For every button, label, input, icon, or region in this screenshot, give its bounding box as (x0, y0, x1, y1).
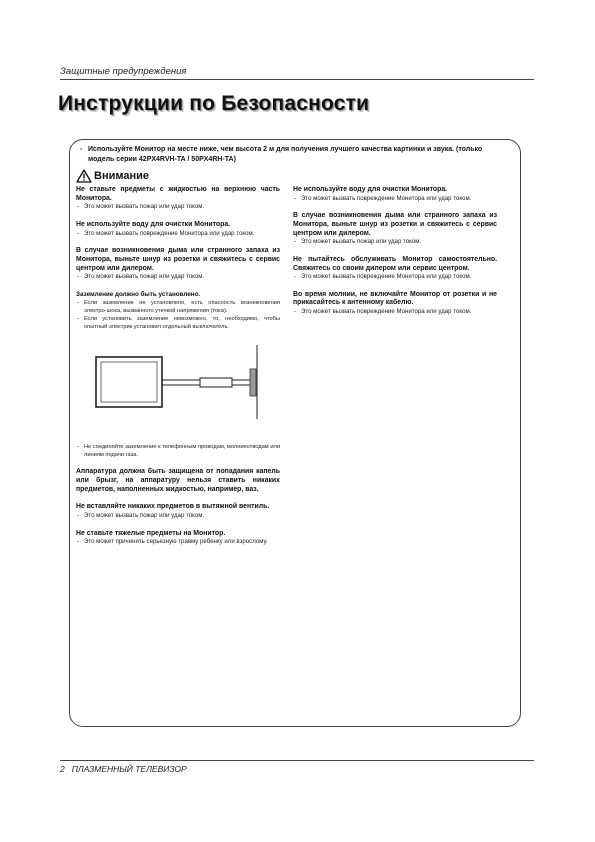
grounding-subheading: Заземление должно быть установлено. (76, 290, 201, 298)
tv-screen (101, 362, 157, 402)
page-title: Инструкции по Безопасности (58, 92, 370, 115)
bullet-item: - Если установить заземление невозможно, то, необходимо, чтобы опытный электрик установил отдельный выключатель. (77, 316, 280, 331)
bullet-item: - Не соединяйте заземление к телефонным проводам, молниеотводам или линиям подачи газа. (77, 444, 280, 459)
intro-dash: - (80, 146, 83, 153)
bullet-item: - Это может вызвать пожар или удар током. (294, 238, 422, 246)
section-label: Защитные предупреждения (60, 66, 187, 77)
warning-triangle-icon (76, 169, 92, 183)
intro-text: Используйте Монитор на месте ниже, чем высота 2 м для получения лучшего качества картинки и звука. (только модель серии 42PX4RVH-TA / 50PX4RH-TA) (88, 146, 483, 163)
header-divider (60, 79, 534, 80)
section-heading: Не используйте воду для очистки Монитора. (76, 220, 231, 228)
right-column (293, 186, 497, 317)
bullet-item: - Если заземление не установлено, есть опасность возникновения электро-шока, вызванного утечкой напряжения (тока). (77, 300, 280, 315)
left-column (76, 186, 280, 547)
bullet-item: - Это может вызвать повреждение Монитора или удар током. (294, 194, 472, 202)
grounding-diagram (92, 343, 264, 421)
bullet-item: - Это может вызвать повреждение Монитора или удар током. (294, 308, 472, 316)
page-footer (60, 764, 187, 774)
page-number: 2 (60, 764, 65, 774)
footer-divider (60, 760, 534, 761)
section-heading: Не ставьте предметы с жидкостью на верхнюю часть Монитора. (76, 186, 280, 202)
section-heading: Не ставьте тяжелые предметы на Монитор. (76, 529, 226, 537)
section-heading: В случае возникновения дыма или странного запаха из Монитора, выньте шнур из розетки и свяжитесь с сервис центром или дилером. (293, 212, 497, 237)
wall-outlet (250, 369, 256, 396)
breaker-body (200, 378, 232, 387)
warning-heading (76, 169, 149, 183)
bullet-item: - Это может вызвать повреждение Монитора или удар током. (294, 273, 472, 281)
warning-title: Внимание (94, 170, 149, 182)
bullet-item: - Это может вызвать пожар или удар током. (77, 512, 205, 520)
section-heading: В случае возникновения дыма или странного запаха из Монитора, выньте шнур из розетки и свяжитесь с сервис центром или дилером. (76, 247, 280, 272)
bullet-item: - Это может вызвать пожар или удар током. (77, 203, 205, 211)
bullet-item: - Это может вызвать повреждение Монитора или удар током. (77, 229, 255, 237)
bullet-item: - Это может причинить серьезную травму ребенку или взрослому. (77, 538, 268, 546)
product-name: ПЛАЗМЕННЫЙ ТЕЛЕВИЗОР (71, 764, 187, 774)
section-heading: Не используйте воду для очистки Монитора. (293, 186, 448, 193)
section-heading: Не вставляйте никаких предметов в вытяжной вентиль. (76, 503, 270, 511)
bullet-item: - Это может вызвать пожар или удар током. (77, 273, 205, 281)
intro-note (80, 145, 500, 164)
section-heading: Не пытайтесь обслуживать Монитор самостоятельно. Свяжитесь со своим дилером или сервис центром. (293, 255, 497, 272)
section-heading: Во время молнии, не включайте Монитор от розетки и не прикасайтесь к антенному кабелю. (293, 290, 497, 307)
section-heading: Аппаратура должна быть защищена от попадания капель или брызг, на аппаратуру нельзя ставить никаких предметов, наполненных жидкостью, например, ваз. (76, 468, 280, 493)
